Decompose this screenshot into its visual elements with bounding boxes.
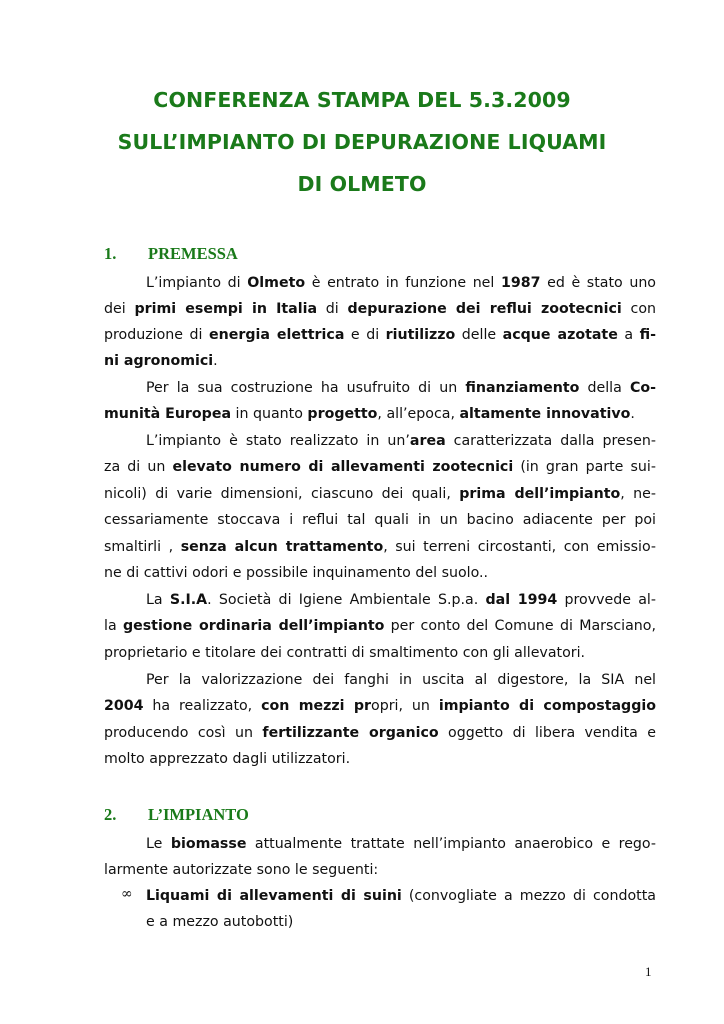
text-line: producendo così un fertilizzante organico oggetto di libera vendita e xyxy=(104,725,656,741)
text-line: nicoli) di varie dimensioni, ciascuno dei quali, prima dell’impianto, ne- xyxy=(104,486,656,502)
section-title: PREMESSA xyxy=(148,244,238,263)
bullet-item-text: Liquami di allevamenti di suini (convogliate a mezzo di condotta xyxy=(146,888,656,904)
text-line: L’impianto di Olmeto è entrato in funzione nel 1987 ed è stato uno xyxy=(146,275,656,291)
section-number: 2. xyxy=(104,805,117,824)
section-title: L’IMPIANTO xyxy=(148,805,249,824)
text-line: ne di cattivi odori e possibile inquinamento del suolo.. xyxy=(104,565,489,581)
text-line: ni agronomici. xyxy=(104,353,218,369)
text-line: smaltirli , senza alcun trattamento, sui terreni circostanti, con emissio- xyxy=(104,539,657,555)
section-number: 1. xyxy=(104,244,117,263)
document-title-line-1: CONFERENZA STAMPA DEL 5.3.2009 xyxy=(153,88,571,112)
text-line: molto apprezzato dagli utilizzatori. xyxy=(104,751,351,767)
bullet-infinity-icon: ∞ xyxy=(121,886,133,902)
text-line: Per la valorizzazione dei fanghi in uscita al digestore, la SIA nel xyxy=(146,672,656,688)
text-line: cessariamente stoccava i reflui tal quali in un bacino adiacente per poi xyxy=(104,512,656,528)
bullet-item-text: e a mezzo autobotti) xyxy=(146,914,294,930)
page-number: 1 xyxy=(645,964,652,979)
text-line: za di un elevato numero di allevamenti zootecnici (in gran parte sui- xyxy=(104,459,656,475)
text-line: Per la sua costruzione ha usufruito di un finanziamento della Co- xyxy=(146,380,656,396)
document-title-line-3: DI OLMETO xyxy=(297,172,427,196)
text-line: Le biomasse attualmente trattate nell’impianto anaerobico e rego- xyxy=(146,836,656,852)
text-line: 2004 ha realizzato, con mezzi propri, un impianto di compostaggio xyxy=(104,698,656,714)
section-heading-impianto xyxy=(104,805,249,825)
section-heading-premessa xyxy=(104,244,238,264)
text-line: La S.I.A. Società di Igiene Ambientale S.p.a. dal 1994 provvede al- xyxy=(146,592,656,608)
document-title-line-2: SULL’IMPIANTO DI DEPURAZIONE LIQUAMI xyxy=(117,130,607,154)
text-line: L’impianto è stato realizzato in un’area caratterizzata dalla presen- xyxy=(146,433,656,449)
text-line: la gestione ordinaria dell’impianto per conto del Comune di Marsciano, xyxy=(104,618,656,634)
text-line: larmente autorizzate sono le seguenti: xyxy=(104,862,379,878)
text-line: proprietario e titolare dei contratti di smaltimento con gli allevatori. xyxy=(104,645,586,661)
text-line: produzione di energia elettrica e di riutilizzo delle acque azotate a fi- xyxy=(104,327,656,343)
text-line: dei primi esempi in Italia di depurazione dei reflui zootecnici con xyxy=(104,301,657,317)
text-line: munità Europea in quanto progetto, all’epoca, altamente innovativo. xyxy=(104,406,635,422)
